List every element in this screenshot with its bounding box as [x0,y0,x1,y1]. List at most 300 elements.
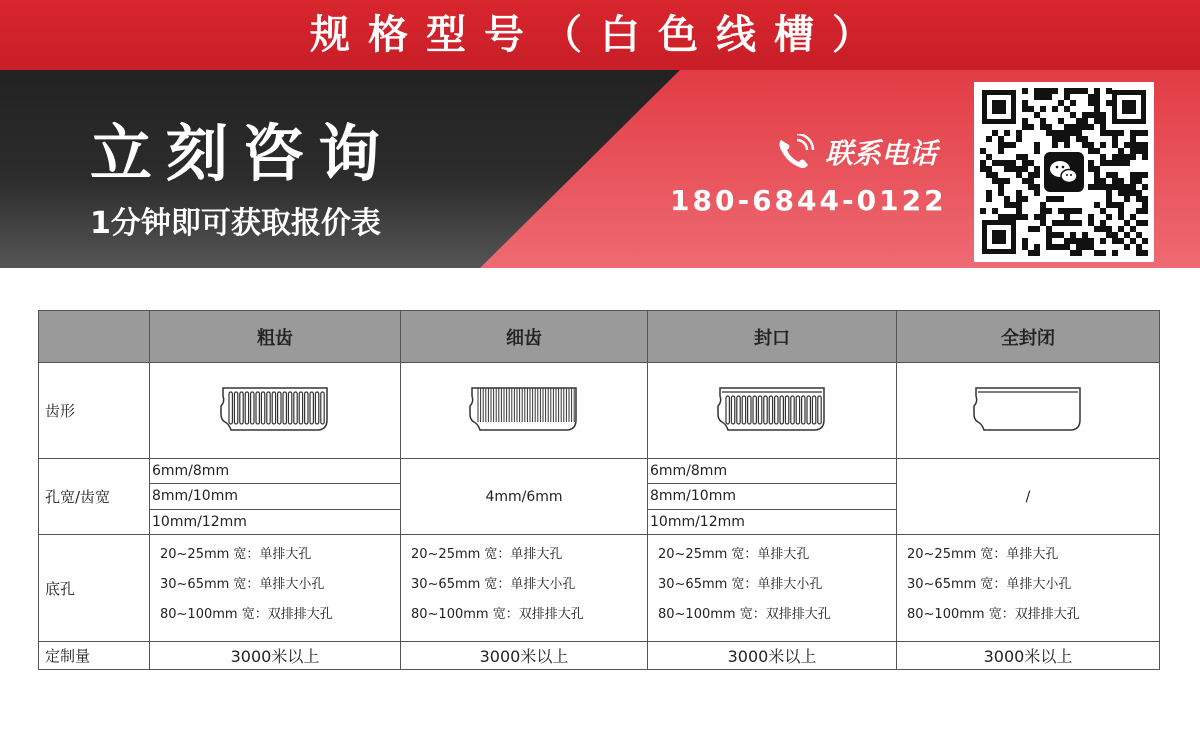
qr-module [1142,220,1148,226]
qr-module [1112,154,1118,160]
qr-module [1118,160,1124,166]
qr-module [998,178,1004,184]
qr-module [1124,154,1130,160]
qr-module [1076,88,1082,94]
qr-module [1076,220,1082,226]
consult-banner [0,70,1200,268]
qr-module [1022,244,1028,250]
qr-module [1118,226,1124,232]
qr-module [1088,160,1094,166]
tooth-slot [234,392,237,424]
qr-module [1076,250,1082,256]
qr-module [1076,124,1082,130]
qr-module [1142,196,1148,202]
qr-module [1046,124,1052,130]
qr-module [992,130,998,136]
qr-module [1088,124,1094,130]
tooth-slot [802,396,805,424]
tooth-slot [731,396,734,424]
qr-module [1100,238,1106,244]
tooth-slot [315,392,318,424]
qr-module [1052,88,1058,94]
tooth-slot [288,392,291,424]
qr-module [1118,154,1124,160]
qr-module [1130,172,1136,178]
qty-closed: 3000米以上 [897,642,1160,670]
qr-module [1064,214,1070,220]
bottom-line: 30~65mm 宽：单排大小孔 [658,577,823,592]
qr-module [1082,124,1088,130]
qr-module [1118,238,1124,244]
qr-module [1094,112,1100,118]
tooth-slot [785,396,788,424]
qr-module [1082,142,1088,148]
row-label-teeth: 齿形 [39,363,150,459]
wechat-qr-code[interactable] [974,82,1154,262]
bottom-line: 80~100mm 宽：双排排大孔 [658,607,831,622]
tooth-slot [261,392,264,424]
qr-module [1130,190,1136,196]
qr-module [980,208,986,214]
hole-coarse [150,459,401,535]
qr-module [1124,244,1130,250]
qr-module [1094,88,1100,94]
qr-module [1136,196,1142,202]
qr-module [1034,94,1040,100]
qr-module [1064,106,1070,112]
qr-module [1022,238,1028,244]
qr-module [1142,172,1148,178]
row-label-qty: 定制量 [39,642,150,670]
qr-module [1112,202,1118,208]
hole-sealed-line: 6mm/8mm [648,459,896,484]
qr-module [1064,88,1070,94]
qr-module [1070,220,1076,226]
tooth-slot [305,392,308,424]
qr-module [1094,202,1100,208]
qr-module [1100,250,1106,256]
hole-coarse-line: 10mm/12mm [152,513,247,530]
table-header-empty [39,311,150,363]
qr-module [1010,214,1016,220]
qr-module [1100,226,1106,232]
qr-module [998,184,1004,190]
hole-fine: 4mm/6mm [401,459,648,535]
qr-module [1028,184,1034,190]
qr-module [1130,130,1136,136]
qr-module [1112,184,1118,190]
qr-module [1142,238,1148,244]
qr-module [1100,178,1106,184]
tooth-slot [796,396,799,424]
qr-module [1058,208,1064,214]
qr-module [986,172,992,178]
bottom-line: 20~25mm 宽：单排大孔 [658,547,810,562]
qr-module [1106,172,1112,178]
qr-module [1034,250,1040,256]
qr-module [1082,118,1088,124]
qr-module [1064,130,1070,136]
qr-module [1052,106,1058,112]
hole-sealed-line: 8mm/10mm [648,484,896,509]
qr-module [986,196,992,202]
qr-module [1106,202,1112,208]
tooth-slot [807,396,810,424]
qr-module [1046,196,1052,202]
tooth-slot [753,396,756,424]
qr-module [1106,226,1112,232]
qr-module [1088,238,1094,244]
qr-module [1028,178,1034,184]
bottom-line: 20~25mm 宽：单排大孔 [411,547,563,562]
qr-module [980,166,986,172]
qr-module [1004,202,1010,208]
qr-module [1022,154,1028,160]
bottom-fine [401,535,648,642]
qr-module [1136,172,1142,178]
qr-module [1082,244,1088,250]
qr-module [1046,244,1052,250]
qr-module [1118,202,1124,208]
qr-module [1088,166,1094,172]
qr-module [1094,250,1100,256]
qr-module [1040,106,1046,112]
qr-module [1016,136,1022,142]
qr-module [1040,94,1046,100]
bottom-line: 30~65mm 宽：单排大小孔 [411,577,576,592]
qr-module [1136,190,1142,196]
qr-module [1022,214,1028,220]
qr-module [1004,196,1010,202]
qr-module [1094,172,1100,178]
qr-module [980,148,986,154]
qr-module [1100,124,1106,130]
bottom-line: 80~100mm 宽：双排排大孔 [411,607,584,622]
qr-module [998,214,1004,220]
qr-module [1100,220,1106,226]
qr-module [1040,202,1046,208]
hole-sealed [648,459,897,535]
qr-module [1070,100,1076,106]
qr-module [1100,154,1106,160]
qr-module [1064,208,1070,214]
qr-module [1052,130,1058,136]
qr-module [1106,100,1112,106]
qr-module [1106,196,1112,202]
qr-module [1082,136,1088,142]
bottom-line: 30~65mm 宽：单排大小孔 [160,577,325,592]
qr-module [1022,100,1028,106]
table-header-closed: 全封闭 [897,311,1160,363]
phone-number[interactable]: 180-6844-0122 [670,184,947,217]
table-header-coarse: 粗齿 [150,311,401,363]
qr-module [1112,136,1118,142]
qr-module [1004,142,1010,148]
qr-module [1046,226,1052,232]
qr-module [1106,130,1112,136]
tooth-slot [775,396,778,424]
qr-module [986,166,992,172]
qr-module [1046,130,1052,136]
qr-module [1010,142,1016,148]
tooth-slot [780,396,783,424]
qr-module [1076,208,1082,214]
qr-module [1040,220,1046,226]
qr-module [1058,100,1064,106]
qr-module [1034,88,1040,94]
tooth-slot [769,396,772,424]
qr-module [1112,172,1118,178]
tooth-slot [310,392,313,424]
table-header-sealed: 封口 [648,311,897,363]
qr-module [1040,88,1046,94]
qr-module [1028,226,1034,232]
teeth-closed-drawing [897,363,1160,459]
qr-module [1076,136,1082,142]
hole-sealed-line: 10mm/12mm [650,513,745,530]
qr-module [1100,208,1106,214]
qr-module [1052,196,1058,202]
qr-module [1040,124,1046,130]
tooth-slot [256,392,259,424]
qr-module [998,148,1004,154]
qr-module [1088,244,1094,250]
qr-module [1070,130,1076,136]
hole-coarse-line: 8mm/10mm [150,484,400,509]
qr-module [1052,220,1058,226]
qr-module [1088,94,1094,100]
qr-module [1130,226,1136,232]
qr-module [1118,184,1124,190]
qr-module [1076,130,1082,136]
qr-module [1136,130,1142,136]
qr-module [1070,88,1076,94]
qr-module [1034,226,1040,232]
qr-module [1058,196,1064,202]
qr-module [1106,214,1112,220]
qr-module [1118,208,1124,214]
qr-module [1016,196,1022,202]
qr-module [1052,142,1058,148]
qr-module [1100,142,1106,148]
qr-module [1130,178,1136,184]
qr-module [1028,172,1034,178]
qr-module [1070,208,1076,214]
qr-module [1118,190,1124,196]
qr-module [1004,130,1010,136]
qr-module [1016,166,1022,172]
qr-module [1070,124,1076,130]
qr-module [1100,160,1106,166]
qr-module [1118,178,1124,184]
qr-module [1040,214,1046,220]
qr-module [1016,190,1022,196]
qr-module [1124,160,1130,166]
qr-module [1088,184,1094,190]
qr-module [1100,184,1106,190]
qr-module [1064,136,1070,142]
qr-module [1034,112,1040,118]
qr-module [1022,166,1028,172]
qr-module [1142,148,1148,154]
qr-module [1088,220,1094,226]
qr-module [1100,118,1106,124]
qr-module [1076,238,1082,244]
phone-label [775,132,937,172]
qr-module [1112,232,1118,238]
tooth-slot [764,396,767,424]
qr-module [1124,220,1130,226]
qr-module [1112,142,1118,148]
qr-module [1112,130,1118,136]
qr-module [1034,244,1040,250]
qr-module [1022,124,1028,130]
qr-module [1076,244,1082,250]
qr-module [1046,88,1052,94]
teeth-sealed-drawing [648,363,897,459]
qr-module [1064,238,1070,244]
qr-module [1112,160,1118,166]
qr-module [1058,136,1064,142]
bottom-sealed [648,535,897,642]
cta-title: 立刻咨询 [90,117,395,190]
qr-module [1052,244,1058,250]
qty-sealed: 3000米以上 [648,642,897,670]
qr-module [1088,142,1094,148]
qr-module [1136,244,1142,250]
qr-module [1118,130,1124,136]
qr-module [992,160,998,166]
tooth-slot [737,396,740,424]
qr-module [1070,232,1076,238]
qr-module [1112,250,1118,256]
qr-module [1142,250,1148,256]
spec-table [38,310,1160,670]
qr-module [1082,112,1088,118]
hole-coarse-line: 6mm/8mm [150,459,400,484]
tooth-slot [818,396,821,424]
qr-module [1004,160,1010,166]
wechat-icon [1044,152,1084,192]
qr-module [986,136,992,142]
qr-module [992,178,998,184]
qr-module [1082,88,1088,94]
qr-module [1106,232,1112,238]
qr-module [1094,148,1100,154]
qr-module [1058,130,1064,136]
qr-module [1142,208,1148,214]
tooth-slot [726,396,729,424]
qr-module [1124,184,1130,190]
qr-module [1022,88,1028,94]
qr-module [1064,142,1070,148]
bottom-closed [897,535,1160,642]
qr-module [1088,100,1094,106]
qr-module [1094,166,1100,172]
teeth-coarse-drawing [150,363,401,459]
qr-module [1034,190,1040,196]
table-header-fine: 细齿 [401,311,648,363]
qr-module [1040,208,1046,214]
qr-module [1094,94,1100,100]
qr-module [1136,208,1142,214]
qr-module [1088,214,1094,220]
tooth-slot [283,392,286,424]
qr-module [1124,232,1130,238]
qr-module [1028,160,1034,166]
tooth-slot [267,392,270,424]
qr-module [1088,112,1094,118]
cta-subtitle: 1分钟即可获取报价表 [90,206,381,241]
qr-module [1082,238,1088,244]
qr-module [1022,196,1028,202]
qr-module [1130,184,1136,190]
tooth-slot [294,392,297,424]
qr-module [1040,118,1046,124]
qr-module [1028,106,1034,112]
qr-module [1022,118,1028,124]
qr-module [980,160,986,166]
tooth-slot [791,396,794,424]
qr-module [1010,160,1016,166]
qr-module [1052,232,1058,238]
qr-module [1094,184,1100,190]
tooth-slot [229,392,232,424]
qty-coarse: 3000米以上 [150,642,401,670]
teeth-fine-drawing [401,363,648,459]
title-bar [0,0,1200,70]
qr-module [998,160,1004,166]
row-label-bottom: 底孔 [39,535,150,642]
phone-icon [775,134,819,170]
tooth-slot [272,392,275,424]
qr-module [1106,160,1112,166]
qr-module [1046,208,1052,214]
qr-module [998,190,1004,196]
page-title: 规格型号（白色线槽） [310,12,890,58]
qr-module [992,172,998,178]
qr-module [1028,250,1034,256]
qr-module [1136,148,1142,154]
qr-module [1124,190,1130,196]
qr-module [1046,238,1052,244]
qr-module [1052,136,1058,142]
qr-module [1142,130,1148,136]
tooth-slot [758,396,761,424]
qr-module [1034,148,1040,154]
qr-module [1094,100,1100,106]
qr-module [1022,106,1028,112]
qr-module [1142,184,1148,190]
qr-module [1106,88,1112,94]
qr-module [1094,118,1100,124]
qr-module [1064,244,1070,250]
tooth-slot [812,396,815,424]
qty-fine: 3000米以上 [401,642,648,670]
qr-module [1064,124,1070,130]
qr-module [998,136,1004,142]
qr-module [1004,166,1010,172]
qr-module [1034,166,1040,172]
qr-module [1142,142,1148,148]
qr-module [1058,118,1064,124]
qr-module [1106,184,1112,190]
qr-module [1016,130,1022,136]
qr-module [1034,172,1040,178]
qr-module [1058,244,1064,250]
qr-module [1016,202,1022,208]
qr-module [1106,190,1112,196]
